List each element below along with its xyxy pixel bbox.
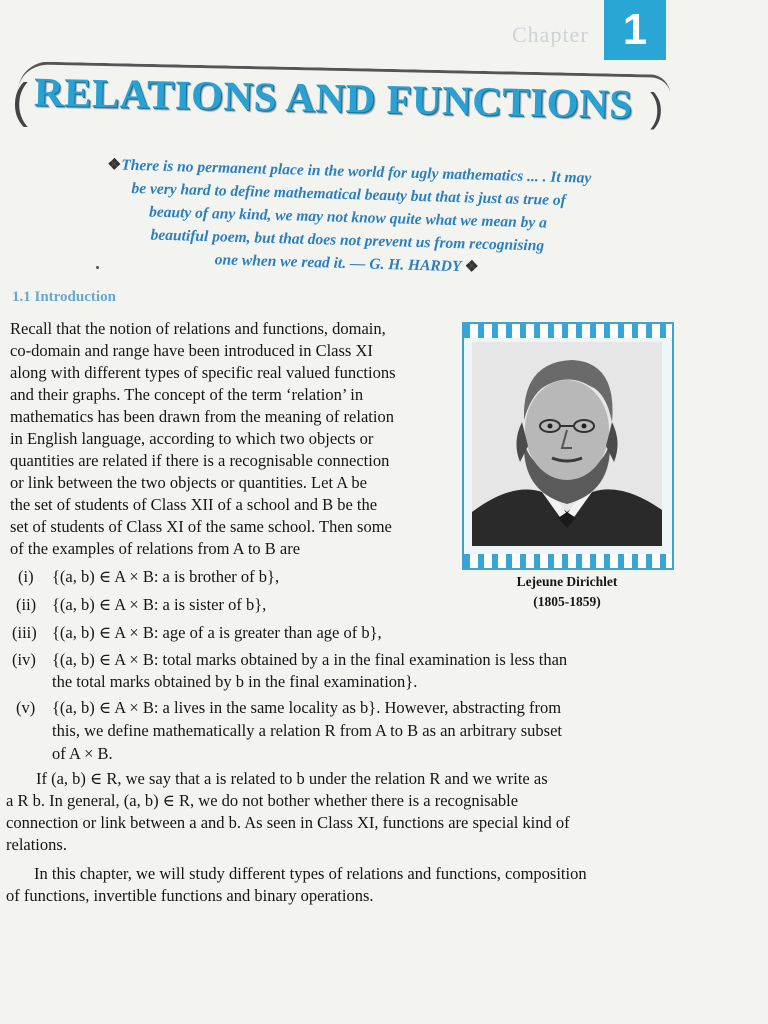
intro-line: in English language, according to which two objects or xyxy=(10,429,374,448)
epigraph-quote xyxy=(33,151,664,283)
intro-line: quantities are related if there is a recognisable connection xyxy=(10,451,390,470)
list-item-text: {(a, b) ∈ A × B: a is brother of b}, xyxy=(52,567,280,586)
portrait-caption-name: Lejeune Dirichlet xyxy=(516,574,618,589)
chapter-number: 1 xyxy=(604,0,666,60)
portrait-image xyxy=(472,342,662,546)
quote-line-3: beauty of any kind, we may not know quite what we mean by a xyxy=(148,203,548,232)
diamond-icon: ❖ xyxy=(464,258,479,276)
chapter-label: Chapter xyxy=(512,22,589,47)
list-item-text: {(a, b) ∈ A × B: total marks obtained by a in the final examination is less than xyxy=(52,650,568,669)
paragraph-line: of functions, invertible functions and binary operations. xyxy=(6,886,374,905)
list-item-text: {(a, b) ∈ A × B: a is sister of b}, xyxy=(52,595,267,614)
title-brace-right: ) xyxy=(650,86,664,130)
list-item-text: {(a, b) ∈ A × B: a lives in the same locality as b}. However, abstracting from xyxy=(52,698,562,717)
frame-pattern-top xyxy=(464,324,672,338)
intro-line: along with different types of specific real valued functions xyxy=(10,363,396,382)
portrait-illustration xyxy=(472,342,662,546)
intro-line: the set of students of Class XII of a school and B be the xyxy=(10,495,378,514)
relation-definition-paragraph xyxy=(6,768,696,856)
quote-line-5: one when we read it. — G. H. HARDY ❖ xyxy=(214,251,479,276)
list-item-number: (ii) xyxy=(16,595,37,614)
decorative-dot xyxy=(96,266,99,269)
paragraph-line: If (a, b) ∈ R, we say that a is related to b under the relation R and we write as xyxy=(36,769,548,788)
intro-line: mathematics has been drawn from the meaning of relation xyxy=(10,407,394,426)
quote-line-2: be very hard to define mathematical beauty but that is just as true of xyxy=(131,179,567,210)
intro-line: or link between the two objects or quantities. Let A be xyxy=(10,473,367,492)
paragraph-line: In this chapter, we will study different types of relations and functions, composition xyxy=(34,864,587,883)
quote-line-1: ❖There is no permanent place in the world for ugly mathematics ... . It may xyxy=(107,156,592,187)
list-item-number: (iii) xyxy=(12,623,37,642)
quote-line-4: beautiful poem, but that does not prevent us from recognising xyxy=(150,226,545,255)
intro-paragraph xyxy=(10,318,456,560)
frame-pattern-bottom xyxy=(464,554,672,568)
portrait-caption-years: (1805-1859) xyxy=(533,594,601,609)
intro-line: and their graphs. The concept of the term ‘relation’ in xyxy=(10,385,364,404)
intro-line: Recall that the notion of relations and functions, domain, xyxy=(10,319,386,338)
paragraph-line: relations. xyxy=(6,835,67,854)
chapter-title: RELATIONS AND FUNCTIONS xyxy=(33,68,633,128)
diamond-icon: ❖ xyxy=(107,156,122,174)
portrait-frame xyxy=(462,322,674,570)
paragraph-line: a R b. In general, (a, b) ∈ R, we do not bother whether there is a recognisable xyxy=(6,791,519,810)
list-item-number: (i) xyxy=(18,567,34,586)
list-item-text: {(a, b) ∈ A × B: age of a is greater than age of b}, xyxy=(52,623,382,642)
list-item-text: the total marks obtained by b in the final examination}. xyxy=(52,672,418,691)
list-item-text: this, we define mathematically a relation R from A to B as an arbitrary subset xyxy=(52,721,562,740)
intro-line: set of students of Class XI of the same school. Then some xyxy=(10,517,392,536)
title-brace-left: ( xyxy=(12,75,28,128)
chapter-overview-paragraph xyxy=(6,863,696,907)
paragraph-line: connection or link between a and b. As seen in Class XI, functions are special kind of xyxy=(6,813,570,832)
intro-line: co-domain and range have been introduced in Class XI xyxy=(10,341,373,360)
section-heading: 1.1 Introduction xyxy=(12,289,116,305)
list-item-number: (v) xyxy=(16,698,36,717)
list-item-number: (iv) xyxy=(12,650,36,669)
list-item-text: of A × B. xyxy=(52,744,113,763)
intro-line: of the examples of relations from A to B are xyxy=(10,539,301,558)
